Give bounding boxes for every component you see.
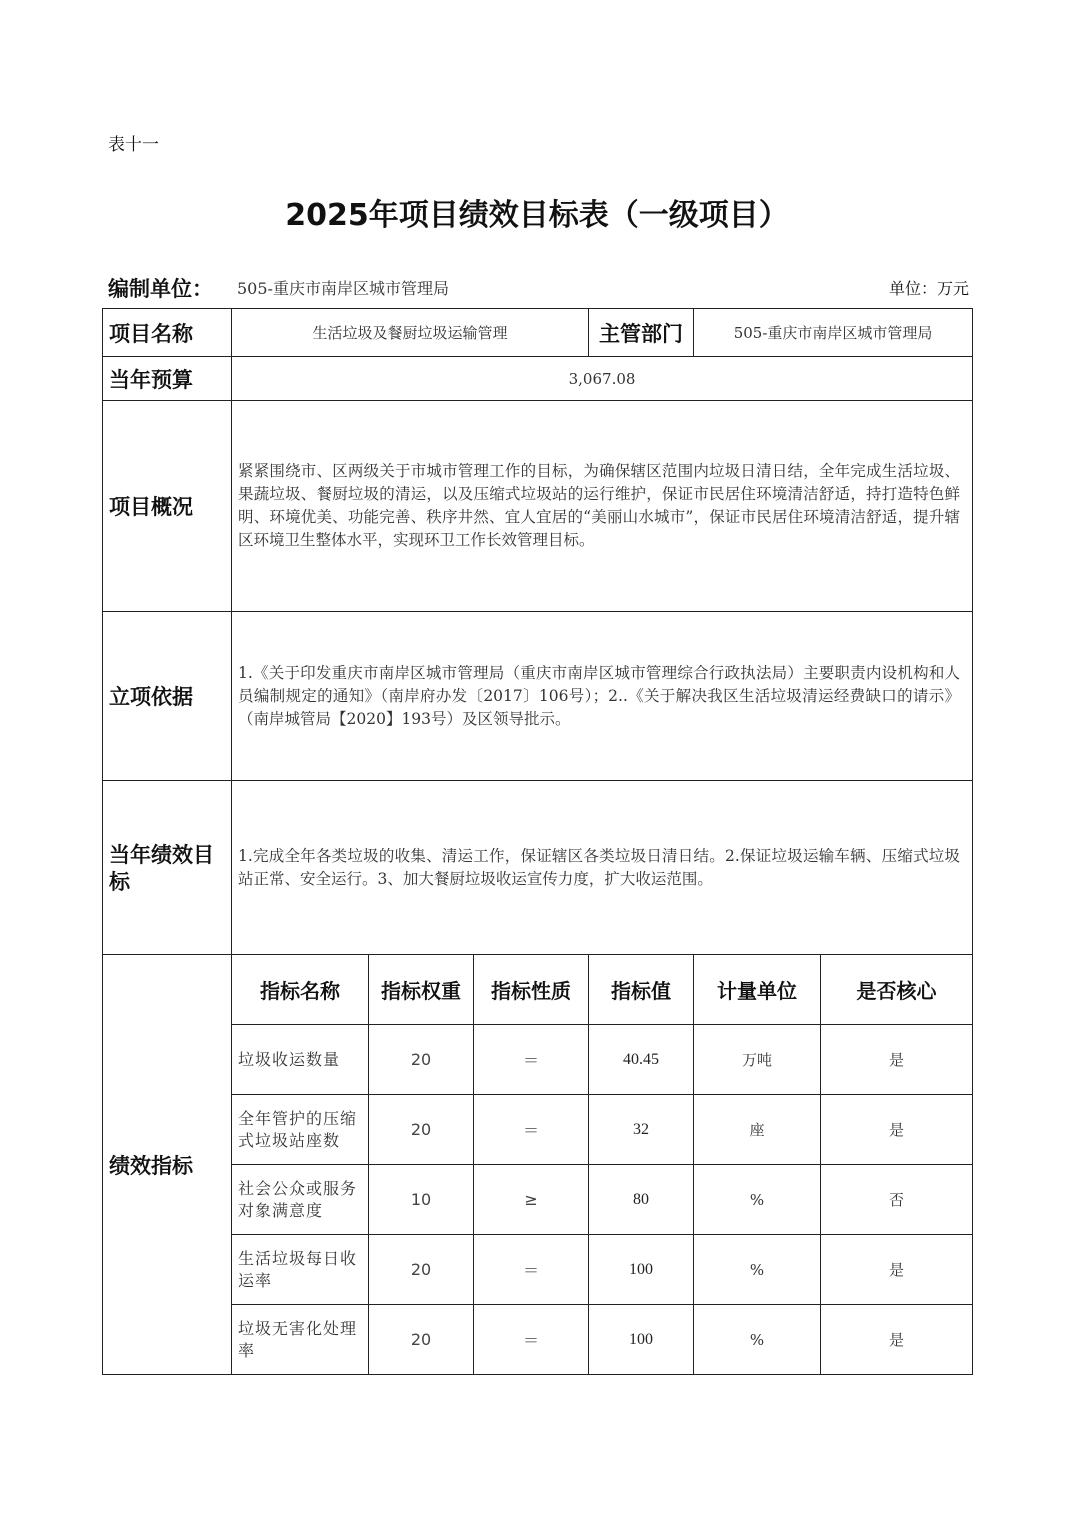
indicator-unit: % bbox=[694, 1235, 821, 1305]
indicators-section-label: 绩效指标 bbox=[103, 955, 232, 1375]
indicator-value: 80 bbox=[589, 1165, 694, 1235]
indicator-weight: 20 bbox=[369, 1095, 474, 1165]
indicator-value: 100 bbox=[589, 1235, 694, 1305]
project-name-value: 生活垃圾及餐厨垃圾运输管理 bbox=[232, 309, 589, 357]
indicator-weight: 20 bbox=[369, 1235, 474, 1305]
indicator-name: 社会公众或服务对象满意度 bbox=[232, 1165, 369, 1235]
overview-label: 项目概况 bbox=[103, 401, 232, 612]
goal-row bbox=[103, 781, 973, 955]
department-label: 主管部门 bbox=[589, 309, 694, 357]
performance-table bbox=[102, 308, 973, 1375]
budget-label: 当年预算 bbox=[103, 357, 232, 401]
table-row bbox=[103, 1305, 973, 1375]
indicator-core: 否 bbox=[821, 1165, 973, 1235]
indicator-core: 是 bbox=[821, 1025, 973, 1095]
indicator-nature: ＝ bbox=[474, 1095, 589, 1165]
indicator-core: 是 bbox=[821, 1095, 973, 1165]
indicator-weight: 10 bbox=[369, 1165, 474, 1235]
header-indicator-nature: 指标性质 bbox=[474, 955, 589, 1025]
indicator-weight: 20 bbox=[369, 1305, 474, 1375]
indicator-value: 100 bbox=[589, 1305, 694, 1375]
table-row bbox=[103, 1025, 973, 1095]
page-title: 2025年项目绩效目标表（一级项目） bbox=[285, 198, 789, 233]
header-is-core: 是否核心 bbox=[821, 955, 973, 1025]
indicator-nature: ＝ bbox=[474, 1235, 589, 1305]
table-row bbox=[103, 1095, 973, 1165]
indicator-unit: % bbox=[694, 1165, 821, 1235]
basis-text: 1.《关于印发重庆市南岸区城市管理局（重庆市南岸区城市管理综合行政执法局）主要职责内设机构和人员编制规定的通知》（南岸府办发〔2017〕106号）；2..《关于解决我区生活垃圾清运经费缺口的请示》（南岸城管局【2020】193号）及区领导批示。 bbox=[232, 612, 973, 781]
header-measurement-unit: 计量单位 bbox=[694, 955, 821, 1025]
header-indicator-value: 指标值 bbox=[589, 955, 694, 1025]
currency-unit: 单位：万元 bbox=[888, 279, 969, 298]
project-name-label: 项目名称 bbox=[103, 309, 232, 357]
header-indicator-name: 指标名称 bbox=[232, 955, 369, 1025]
indicator-nature: ＝ bbox=[474, 1025, 589, 1095]
indicator-name: 垃圾收运数量 bbox=[232, 1025, 369, 1095]
overview-text: 紧紧围绕市、区两级关于市城市管理工作的目标，为确保辖区范围内垃圾日清日结，全年完成生活垃圾、果蔬垃圾、餐厨垃圾的清运，以及压缩式垃圾站的运行维护，保证市民居住环境清洁舒适，持打造特色鲜明、环境优美、功能完善、秩序井然、宜人宜居的“美丽山水城市”，保证市民居住环境清洁舒适，提升辖区环境卫生整体水平，实现环卫工作长效管理目标。 bbox=[232, 401, 973, 612]
indicator-name: 全年管护的压缩式垃圾站座数 bbox=[232, 1095, 369, 1165]
indicator-value: 32 bbox=[589, 1095, 694, 1165]
indicator-core: 是 bbox=[821, 1235, 973, 1305]
indicator-header-row bbox=[103, 955, 973, 1025]
indicator-nature: ≥ bbox=[474, 1165, 589, 1235]
basis-label: 立项依据 bbox=[103, 612, 232, 781]
goal-text: 1.完成全年各类垃圾的收集、清运工作，保证辖区各类垃圾日清日结。2.保证垃圾运输车辆、压缩式垃圾站正常、安全运行。3、加大餐厨垃圾收运宣传力度，扩大收运范围。 bbox=[232, 781, 973, 955]
header-indicator-weight: 指标权重 bbox=[369, 955, 474, 1025]
indicator-unit: 万吨 bbox=[694, 1025, 821, 1095]
table-row bbox=[103, 1235, 973, 1305]
overview-row bbox=[103, 401, 973, 612]
indicator-name: 生活垃圾每日收运率 bbox=[232, 1235, 369, 1305]
indicator-unit: 座 bbox=[694, 1095, 821, 1165]
department-value: 505-重庆市南岸区城市管理局 bbox=[694, 309, 973, 357]
compiling-unit-value: 505-重庆市南岸区城市管理局 bbox=[237, 279, 449, 298]
indicator-nature: ＝ bbox=[474, 1305, 589, 1375]
indicator-unit: % bbox=[694, 1305, 821, 1375]
table-number: 表十一 bbox=[108, 135, 159, 155]
budget-value: 3,067.08 bbox=[232, 357, 973, 401]
indicator-value: 40.45 bbox=[589, 1025, 694, 1095]
indicator-core: 是 bbox=[821, 1305, 973, 1375]
indicator-name: 垃圾无害化处理率 bbox=[232, 1305, 369, 1375]
basis-row bbox=[103, 612, 973, 781]
table-row bbox=[103, 1165, 973, 1235]
indicator-weight: 20 bbox=[369, 1025, 474, 1095]
budget-row bbox=[103, 357, 973, 401]
project-name-row bbox=[103, 309, 973, 357]
goal-label: 当年绩效目标 bbox=[103, 781, 232, 955]
compiling-unit-label: 编制单位： bbox=[108, 276, 213, 301]
